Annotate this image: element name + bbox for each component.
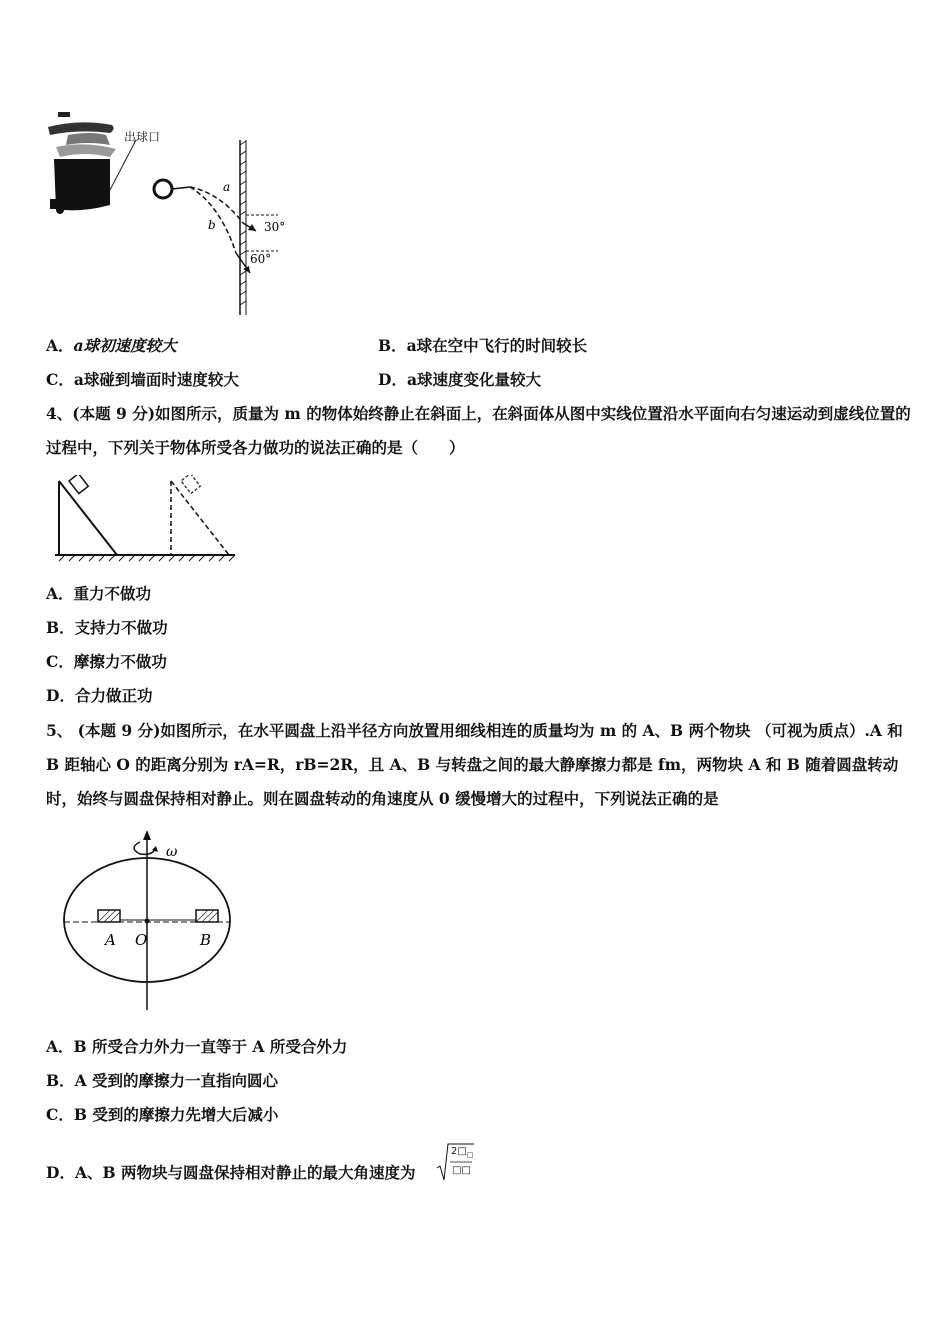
angle-b-label: 60°: [250, 252, 272, 266]
path-a-label: a: [223, 180, 231, 194]
omega-label: ω: [166, 844, 178, 860]
label-o: O: [135, 931, 148, 949]
label-a: A: [105, 931, 116, 949]
q3-option-d[interactable]: D．a球速度变化量较大: [378, 370, 541, 389]
block-a: [98, 910, 120, 922]
ball-launcher-figure: [40, 105, 320, 320]
q3-option-a[interactable]: A．a球初速度较大: [46, 336, 177, 355]
formula-denominator: □□: [452, 1165, 471, 1176]
q5-option-a[interactable]: A．B 所受合力外力一直等于 A 所受合外力: [46, 1037, 348, 1056]
q5-stem: 5、 (本题 9 分)如图所示，在水平圆盘上沿半径方向放置用细线相连的质量均为 m 的 A、B 两个物块 （可视为质点）.A 和 B 距轴心 O 的距离分别为 rA=R，rB=2R，且 A、B 与转盘之间的最大静摩擦力都是 fm，两物块 A 和 B 随着圆盘转动时，始终与圆盘保持相对静止。则在圆盘转动的角速度从 0 缓慢增大的过程中，下列说法正确的是: [46, 721, 903, 808]
q3-option-c[interactable]: C．a球碰到墙面时速度较大: [46, 370, 239, 389]
path-b-label: b: [208, 218, 216, 232]
ball-icon: [154, 180, 172, 198]
q5-option-c[interactable]: C．B 受到的摩擦力先增大后减小: [46, 1105, 279, 1124]
q4-stem: 4、(本题 9 分)如图所示，质量为 m 的物体始终静止在斜面上，在斜面体从图中实线位置沿水平面向右匀速运动到虚线位置的过程中，下列关于物体所受各力做功的说法正确的是（ ）: [46, 404, 911, 457]
block-b: [196, 910, 218, 922]
wall: [240, 140, 246, 315]
turntable-figure: [60, 828, 240, 1013]
incline-figure: [55, 475, 240, 565]
sqrt-formula: [436, 1140, 476, 1184]
q3-option-b[interactable]: B．a球在空中飞行的时间较长: [378, 336, 588, 355]
formula-numerator: 2□: [451, 1146, 467, 1157]
incline-solid: [59, 475, 117, 555]
q4-option-d[interactable]: D．合力做正功: [46, 686, 153, 705]
q5-option-b[interactable]: B．A 受到的摩擦力一直指向圆心: [46, 1071, 279, 1090]
outlet-label: 出球口: [124, 130, 161, 144]
q4-option-a[interactable]: A．重力不做功: [46, 584, 152, 603]
angle-a-label: 30°: [264, 220, 286, 234]
formula-subscript: □: [466, 1151, 474, 1159]
q4-option-c[interactable]: C．摩擦力不做功: [46, 652, 167, 671]
ball-launcher-machine: [48, 112, 116, 214]
label-b: B: [200, 931, 212, 949]
q4-option-b[interactable]: B．支持力不做功: [46, 618, 168, 637]
incline-dashed: [171, 475, 229, 555]
q5-option-d[interactable]: D．A、B 两物块与圆盘保持相对静止的最大角速度为: [46, 1163, 416, 1182]
